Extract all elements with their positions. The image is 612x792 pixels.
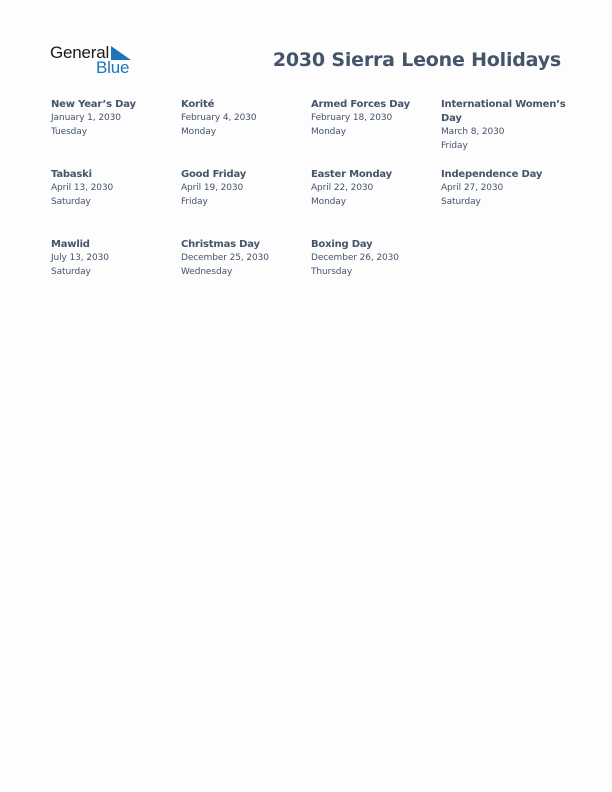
logo-text-blue: Blue bbox=[96, 58, 130, 77]
logo-text-general: General bbox=[50, 43, 110, 62]
holiday-name: Christmas Day bbox=[181, 239, 260, 250]
holiday-weekday: Friday bbox=[181, 196, 208, 207]
holiday-item bbox=[311, 98, 433, 139]
holiday-weekday: Saturday bbox=[51, 266, 91, 277]
holiday-item bbox=[441, 98, 566, 153]
holiday-weekday: Friday bbox=[441, 140, 468, 151]
holiday-weekday: Tuesday bbox=[51, 126, 87, 137]
holiday-item bbox=[441, 168, 566, 209]
holiday-date: March 8, 2030 bbox=[441, 127, 505, 137]
holiday-item bbox=[51, 168, 173, 209]
holiday-weekday: Wednesday bbox=[181, 266, 233, 277]
holiday-date: December 25, 2030 bbox=[181, 253, 269, 263]
holiday-date: April 13, 2030 bbox=[51, 183, 114, 193]
holiday-item bbox=[311, 168, 433, 209]
holiday-weekday: Thursday bbox=[311, 266, 353, 277]
holiday-weekday: Monday bbox=[311, 126, 346, 137]
holiday-item bbox=[181, 238, 303, 279]
holiday-weekday: Saturday bbox=[51, 196, 91, 207]
holiday-date: February 4, 2030 bbox=[181, 113, 257, 123]
holiday-date: July 13, 2030 bbox=[51, 253, 109, 263]
holiday-weekday: Monday bbox=[311, 196, 346, 207]
holiday-name: New Year’s Day bbox=[51, 99, 136, 110]
page-title: 2030 Sierra Leone Holidays bbox=[272, 49, 561, 71]
holiday-name: Armed Forces Day bbox=[311, 99, 410, 110]
holiday-item bbox=[181, 168, 303, 209]
holiday-item bbox=[181, 98, 303, 139]
holiday-weekday: Monday bbox=[181, 126, 216, 137]
holiday-name: Korité bbox=[181, 99, 215, 110]
holiday-name: Easter Monday bbox=[311, 169, 392, 180]
holiday-date: January 1, 2030 bbox=[51, 113, 121, 123]
logo bbox=[50, 43, 140, 79]
holiday-date: April 22, 2030 bbox=[311, 183, 374, 193]
holiday-name: Independence Day bbox=[441, 169, 543, 180]
holiday-item bbox=[51, 238, 173, 279]
holiday-name: Boxing Day bbox=[311, 239, 373, 250]
holiday-item bbox=[51, 98, 173, 139]
holiday-name: Mawlid bbox=[51, 239, 90, 250]
holiday-date: April 19, 2030 bbox=[181, 183, 244, 193]
holiday-date: April 27, 2030 bbox=[441, 183, 504, 193]
holiday-date: February 18, 2030 bbox=[311, 113, 393, 123]
holiday-name: International Women’s Day bbox=[441, 99, 566, 124]
holiday-date: December 26, 2030 bbox=[311, 253, 399, 263]
holiday-name: Good Friday bbox=[181, 169, 247, 180]
holiday-name: Tabaski bbox=[51, 169, 92, 180]
holiday-item bbox=[311, 238, 433, 279]
holiday-weekday: Saturday bbox=[441, 196, 481, 207]
